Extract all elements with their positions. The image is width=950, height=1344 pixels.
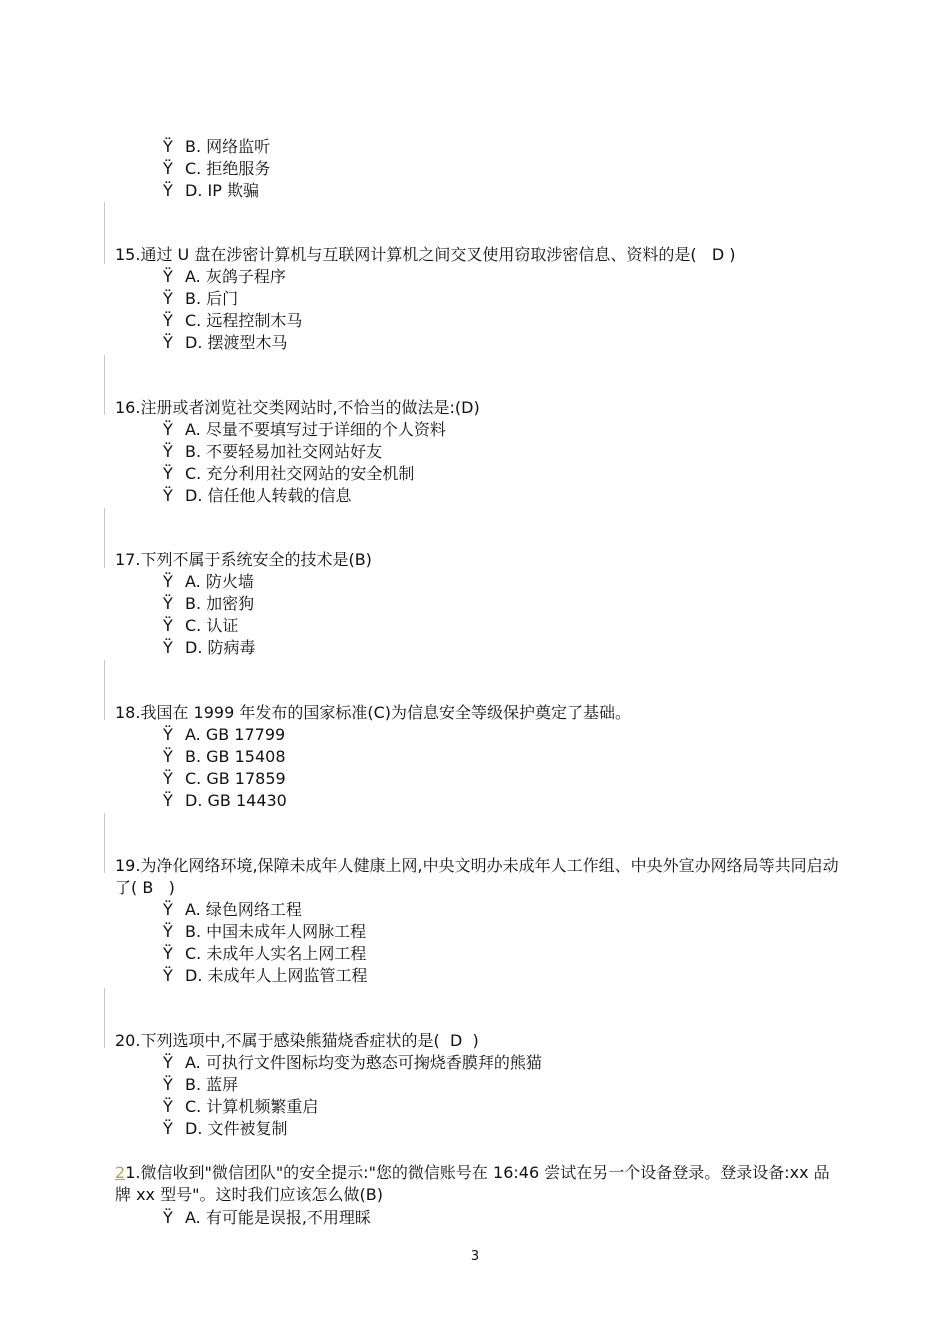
- bullet-icon: Ÿ: [163, 420, 173, 439]
- bullet-icon: Ÿ: [163, 464, 173, 483]
- q21-option-a: Ÿ A. 有可能是误报,不用理睬: [163, 1208, 371, 1227]
- q19-option-a: Ÿ A. 绿色网络工程: [163, 900, 302, 919]
- q21-stem-text: 1.微信收到"微信团队"的安全提示:"您的微信账号在 16:46 尝试在另一个设备登录。登录设备:xx 品牌 xx 型号"。这时我们应该怎么做(B): [115, 1163, 830, 1204]
- q18-option-c: Ÿ C. GB 17859: [163, 769, 286, 788]
- bullet-icon: Ÿ: [163, 159, 173, 178]
- bullet-icon: Ÿ: [163, 747, 173, 766]
- bullet-icon: Ÿ: [163, 1053, 173, 1072]
- bullet-icon: Ÿ: [163, 181, 173, 200]
- bullet-icon: Ÿ: [163, 638, 173, 657]
- bullet-icon: Ÿ: [163, 1208, 173, 1227]
- q14-option-d: Ÿ D. IP 欺骗: [163, 181, 259, 200]
- q17-option-c: Ÿ C. 认证: [163, 616, 239, 635]
- q21-number-first-digit: 2: [115, 1163, 126, 1182]
- q15-option-c: Ÿ C. 远程控制木马: [163, 311, 303, 330]
- q14-option-c: Ÿ C. 拒绝服务: [163, 159, 271, 178]
- bullet-icon: Ÿ: [163, 1075, 173, 1094]
- q14-option-b: Ÿ B. 网络监听: [163, 137, 271, 156]
- bullet-icon: Ÿ: [163, 725, 173, 744]
- q19-option-d: Ÿ D. 未成年人上网监管工程: [163, 966, 368, 985]
- q18-option-a: Ÿ A. GB 17799: [163, 725, 286, 744]
- q20-option-d: Ÿ D. 文件被复制: [163, 1119, 288, 1138]
- bullet-icon: Ÿ: [163, 486, 173, 505]
- q21-stem: [115, 1162, 840, 1206]
- q17-stem: 17.下列不属于系统安全的技术是(B): [115, 550, 372, 569]
- q19-option-b: Ÿ B. 中国未成年人网脉工程: [163, 922, 367, 941]
- q20-option-b: Ÿ B. 蓝屏: [163, 1075, 239, 1094]
- bullet-icon: Ÿ: [163, 900, 173, 919]
- bullet-icon: Ÿ: [163, 137, 173, 156]
- bullet-icon: Ÿ: [163, 267, 173, 286]
- bullet-icon: Ÿ: [163, 922, 173, 941]
- bullet-icon: Ÿ: [163, 1119, 173, 1138]
- q18-stem: 18.我国在 1999 年发布的国家标准(C)为信息安全等级保护奠定了基础。: [115, 703, 631, 722]
- q20-option-c: Ÿ C. 计算机频繁重启: [163, 1097, 319, 1116]
- margin-bar: [104, 988, 105, 1048]
- bullet-icon: Ÿ: [163, 572, 173, 591]
- q17-option-a: Ÿ A. 防火墙: [163, 572, 254, 591]
- q19-option-c: Ÿ C. 未成年人实名上网工程: [163, 944, 367, 963]
- q15-option-a: Ÿ A. 灰鸽子程序: [163, 267, 286, 286]
- bullet-icon: Ÿ: [163, 442, 173, 461]
- bullet-icon: Ÿ: [163, 616, 173, 635]
- margin-bar: [104, 508, 105, 568]
- q15-option-b: Ÿ B. 后门: [163, 289, 239, 308]
- q19-stem: 19.为净化网络环境,保障未成年人健康上网,中央文明办未成年人工作组、中央外宣办网络局等共同启动了( B ): [115, 856, 839, 897]
- bullet-icon: Ÿ: [163, 289, 173, 308]
- bullet-icon: Ÿ: [163, 769, 173, 788]
- q16-option-b: Ÿ B. 不要轻易加社交网站好友: [163, 442, 383, 461]
- q16-option-c: Ÿ C. 充分利用社交网站的安全机制: [163, 464, 415, 483]
- bullet-icon: Ÿ: [163, 311, 173, 330]
- q20-option-a: Ÿ A. 可执行文件图标均变为憨态可掬烧香膜拜的熊猫: [163, 1053, 542, 1072]
- bullet-icon: Ÿ: [163, 966, 173, 985]
- q20-stem: 20.下列选项中,不属于感染熊猫烧香症状的是( D ): [115, 1031, 479, 1050]
- bullet-icon: Ÿ: [163, 944, 173, 963]
- bullet-icon: Ÿ: [163, 333, 173, 352]
- margin-bar: [104, 202, 105, 264]
- margin-bar: [104, 813, 105, 873]
- q17-option-b: Ÿ B. 加密狗: [163, 594, 255, 613]
- bullet-icon: Ÿ: [163, 594, 173, 613]
- bullet-icon: Ÿ: [163, 1097, 173, 1116]
- q17-option-d: Ÿ D. 防病毒: [163, 638, 256, 657]
- q16-stem: 16.注册或者浏览社交类网站时,不恰当的做法是:(D): [115, 398, 480, 417]
- bullet-icon: Ÿ: [163, 791, 173, 810]
- margin-bar: [104, 355, 105, 415]
- margin-bar: [104, 660, 105, 720]
- q16-option-d: Ÿ D. 信任他人转载的信息: [163, 486, 352, 505]
- q15-option-d: Ÿ D. 摆渡型木马: [163, 333, 288, 352]
- q18-option-b: Ÿ B. GB 15408: [163, 747, 286, 766]
- q18-option-d: Ÿ D. GB 14430: [163, 791, 287, 810]
- q16-option-a: Ÿ A. 尽量不要填写过于详细的个人资料: [163, 420, 446, 439]
- page-number: 3: [470, 1249, 480, 1264]
- q15-stem: 15.通过 U 盘在涉密计算机与互联网计算机之间交叉使用窃取涉密信息、资料的是( D ): [115, 245, 736, 264]
